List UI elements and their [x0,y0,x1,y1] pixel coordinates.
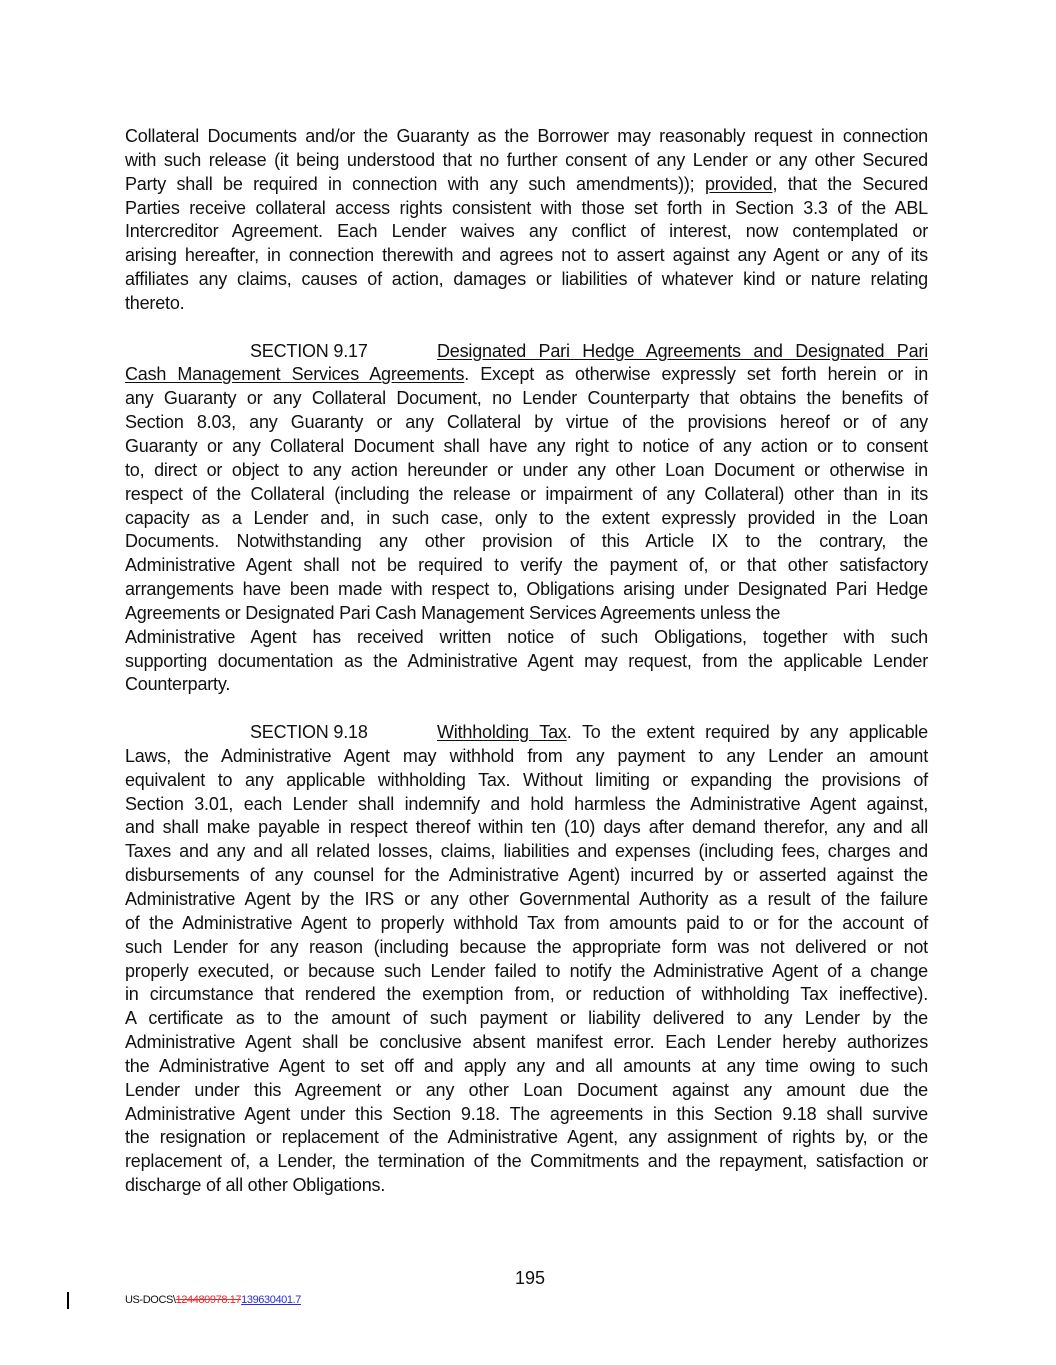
text-line [125,292,928,316]
text-line [125,673,928,697]
text-run: Taxes and any and all related losses, claims, liabilities and expenses (including fees, charges and [125,841,928,862]
text-run: and shall make payable in respect thereof within ten (10) days after demand therefor, any and all [125,817,928,838]
section-title: Withholding Tax [437,722,567,743]
text-line [125,244,928,268]
text-run: Counterparty. [125,674,231,695]
text-run: A certificate as to the amount of such payment or liability delivered to any Lender by the [125,1008,928,1029]
text-line [125,960,928,984]
text-run: Administrative Agent shall be conclusive absent manifest error. Each Lender hereby authorizes [125,1032,928,1053]
section-title-wrap [437,340,928,364]
text-run: any Guaranty or any Collateral Document, no Lender Counterparty that obtains the benefits of [125,388,928,409]
section-title-wrap [437,721,928,745]
text-line [125,459,928,483]
text-line [125,220,928,244]
page-number: 195 [514,1268,546,1288]
paragraph [125,125,928,316]
text-run: such Lender for any reason (including because the appropriate form was not delivered or not [125,936,928,957]
text-run: Guaranty or any Collateral Document shall have any right to notice of any action or to consent [125,435,928,456]
text-run: Administrative Agent under this Section 9.18. The agreements in this Section 9.18 shall survive [125,1103,928,1124]
text-run: Party shall be required in connection with any such amendments)); [125,173,705,194]
text-run: supporting documentation as the Administrative Agent may request, from the applicable Lender [125,650,928,671]
text-run: with such release (it being understood that no further consent of any Lender or any other Secured [125,149,928,170]
underlined-term: Cash Management Services Agreements [125,364,465,385]
text-line [125,387,928,411]
text-line [125,1174,928,1198]
text-line [125,1103,928,1127]
section-heading-line [125,721,928,745]
change-bar [67,1292,69,1309]
text-run: discharge of all other Obligations. [125,1175,386,1196]
section-heading-line [125,340,928,364]
text-line [125,1150,928,1174]
text-line [125,983,928,1007]
text-line [125,578,928,602]
text-run: equivalent to any applicable withholding Tax. Without limiting or expanding the provisions of [125,769,928,790]
text-run: replacement of, a Lender, the termination of the Commitments and the repayment, satisfaction or [125,1151,928,1172]
underlined-term: provided [704,173,773,194]
text-run: arrangements have been made with respect to, Obligations arising under Designated Pari Hedge [125,579,928,600]
paragraph [125,340,928,698]
text-line [125,483,928,507]
text-run: respect of the Collateral (including the release or impairment of any Collateral) other than in its [125,483,928,504]
section-number: SECTION 9.17 [250,340,368,361]
doc-id-prefix: US-DOCS\ [125,1294,176,1306]
text-run: arising hereafter, in connection therewith and agrees not to assert against any Agent or any of its [125,245,928,266]
text-run: Laws, the Administrative Agent may withhold from any payment to any Lender an amount [125,745,928,766]
text-line [125,1126,928,1150]
text-line [125,1079,928,1103]
text-line [125,650,928,674]
text-line [125,173,928,197]
text-line [125,149,928,173]
text-run: Documents. Notwithstanding any other provision of this Article IX to the contrary, the [125,531,928,552]
text-line [125,507,928,531]
doc-id-inserted: 139630401.7 [241,1294,301,1306]
text-line [125,864,928,888]
text-line [125,626,928,650]
text-line [125,197,928,221]
text-run: to, direct or object to any action hereunder or under any other Loan Document or otherwise in [125,459,928,480]
doc-id-deleted: 124480978.17 [175,1294,242,1306]
text-run: capacity as a Lender and, in such case, only to the extent expressly provided in the Loan [125,507,928,528]
text-line [125,1055,928,1079]
document-body [125,125,928,1222]
text-line [125,936,928,960]
text-run: Lender under this Agreement or any other Loan Document against any amount due the [125,1079,928,1100]
text-line [125,435,928,459]
text-run: thereto. [125,292,185,313]
text-line [125,888,928,912]
text-run: . Except as otherwise expressly set forth herein or in [464,364,928,385]
text-run: Intercreditor Agreement. Each Lender waives any conflict of interest, now contemplated or [125,221,928,242]
text-run: Collateral Documents and/or the Guaranty as the Borrower may reasonably request in connection [125,126,928,146]
section-number: SECTION 9.18 [250,722,368,743]
text-run: Administrative Agent by the IRS or any other Governmental Authority as a result of the failure [125,889,928,909]
text-run: Section 8.03, any Guaranty or any Collateral by virtue of the provisions hereof or of any [125,412,928,433]
text-run: Section 3.01, each Lender shall indemnify and hold harmless the Administrative Agent against, [125,793,928,814]
text-line [125,411,928,435]
text-run: the resignation or replacement of the Administrative Agent, any assignment of rights by, or the [125,1127,928,1148]
text-line [125,816,928,840]
text-line [125,745,928,769]
text-run: disbursements of any counsel for the Administrative Agent) incurred by or asserted against the [125,865,928,886]
section-title-post: . To the extent required by any applicable [566,722,928,743]
text-run: affiliates any claims, causes of action, damages or liabilities of whatever kind or nature relating [125,269,928,290]
text-line [125,125,928,149]
text-run: Administrative Agent has received written notice of such Obligations, together with such [125,626,928,647]
text-line [125,363,928,387]
text-line [125,912,928,936]
text-line [125,602,928,626]
document-id-footer [125,1294,301,1306]
text-run: Administrative Agent shall not be required to verify the payment of, or that other satisfactory [125,555,928,576]
text-run: in circumstance that rendered the exemption from, or reduction of withholding Tax ineffective). [125,984,928,1005]
paragraph [125,721,928,1198]
text-line [125,530,928,554]
text-run: the Administrative Agent to set off and apply any and all amounts at any time owing to such [125,1055,928,1076]
text-line [125,793,928,817]
text-line [125,769,928,793]
text-line [125,268,928,292]
text-run: properly executed, or because such Lender failed to notify the Administrative Agent of a change [125,960,928,981]
section-title: Designated Pari Hedge Agreements and Designated Pari [437,340,928,361]
text-run: Agreements or Designated Pari Cash Management Services Agreements unless the [125,602,781,623]
text-line [125,840,928,864]
text-line [125,1031,928,1055]
text-line [125,1007,928,1031]
text-run: , that the Secured [772,173,929,194]
text-line [125,554,928,578]
text-run: of the Administrative Agent to properly withhold Tax from amounts paid to or for the account of [125,912,928,933]
text-run: Parties receive collateral access rights consistent with those set forth in Section 3.3 of the ABL [125,197,928,218]
